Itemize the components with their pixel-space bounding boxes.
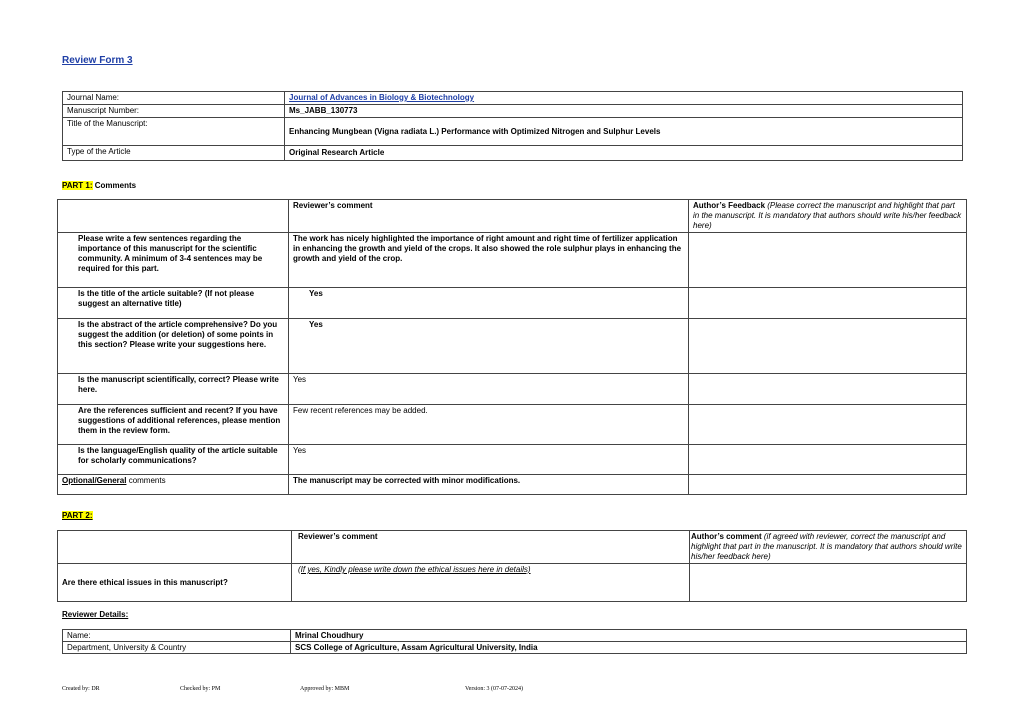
reviewer-details-heading: Reviewer Details: [62, 610, 129, 619]
part2-author-header: Author’s comment (if agreed with reviewer, correct the manuscript and highlight that part in the manuscript. It is mandatory that authors should write his/her feedback here) [690, 531, 967, 564]
part2-reviewer-header: Reviewer’s comment [292, 531, 690, 564]
footer-version: Version: 3 (07-07-2024) [465, 686, 523, 692]
question-language: Is the language/English quality of the article suitable for scholarly communications? [58, 445, 289, 475]
table-row [58, 475, 967, 495]
author-feedback-cell[interactable] [689, 445, 967, 475]
manuscript-number-label: Manuscript Number: [63, 105, 285, 118]
form-title: Review Form 3 [62, 55, 133, 66]
manuscript-number-value: Ms_JABB_130773 [285, 105, 963, 118]
table-row [58, 405, 967, 445]
part1-author-header: Author’s Feedback (Please correct the manuscript and highlight that part in the manuscript. It is mandatory that authors should write his/her feedback here) [689, 200, 967, 233]
part1-comments-table [57, 199, 967, 495]
manuscript-info-table [62, 91, 963, 161]
comment-title: Yes [289, 288, 689, 319]
reviewer-department-value: SCS College of Agriculture, Assam Agricultural University, India [291, 642, 967, 654]
reviewer-department-label: Department, University & Country [63, 642, 291, 654]
part2-ethics-table [57, 530, 967, 602]
table-row [58, 374, 967, 405]
optional-comment: The manuscript may be corrected with minor modifications. [289, 475, 689, 495]
part1-reviewer-header: Reviewer’s comment [289, 200, 689, 233]
author-feedback-cell[interactable] [689, 288, 967, 319]
reviewer-name-label: Name: [63, 630, 291, 642]
article-type-label: Type of the Article [63, 146, 285, 161]
optional-comments-label: Optional/General comments [58, 475, 289, 495]
comment-abstract: Yes [289, 319, 689, 374]
journal-name-link[interactable]: Journal of Advances in Biology & Biotechnology [289, 93, 475, 102]
comment-references: Few recent references may be added. [289, 405, 689, 445]
footer-checked: Checked by: PM [180, 686, 221, 692]
journal-name-label: Journal Name: [63, 92, 285, 105]
author-comment-cell[interactable] [690, 564, 967, 602]
table-row [58, 319, 967, 374]
comment-importance: The work has nicely highlighted the importance of right amount and right time of fertilizer application in enhancing the growth and yield of the crops. It also showed the role sulphur plays in enhancing the growth and yield of the crop. [289, 233, 689, 288]
author-feedback-cell[interactable] [689, 319, 967, 374]
part1-heading: PART 1: Comments [62, 181, 137, 190]
author-feedback-cell[interactable] [689, 233, 967, 288]
reviewer-details-table [62, 629, 967, 654]
table-row [58, 233, 967, 288]
ethical-issues-comment: (If yes, Kindly please write down the ethical issues here in details) [292, 564, 690, 602]
ethical-issues-question: Are there ethical issues in this manuscript? [58, 564, 292, 602]
question-importance: Please write a few sentences regarding the importance of this manuscript for the scientific community. A minimum of 3-4 sentences may be required for this part. [58, 233, 289, 288]
manuscript-title-label: Title of the Manuscript: [63, 118, 285, 146]
author-feedback-cell[interactable] [689, 374, 967, 405]
footer-created: Created by: DR [62, 686, 100, 692]
author-feedback-cell[interactable] [689, 405, 967, 445]
table-row [58, 288, 967, 319]
question-scientific: Is the manuscript scientifically, correct? Please write here. [58, 374, 289, 405]
article-type-value: Original Research Article [285, 146, 963, 161]
author-feedback-cell[interactable] [689, 475, 967, 495]
question-abstract: Is the abstract of the article comprehensive? Do you suggest the addition (or deletion) of some points in this section? Please write your suggestions here. [58, 319, 289, 374]
comment-scientific: Yes [289, 374, 689, 405]
footer-approved: Approved by: MBM [300, 686, 350, 692]
question-references: Are the references sufficient and recent? If you have suggestions of additional references, please mention them in the review form. [58, 405, 289, 445]
manuscript-title-value: Enhancing Mungbean (Vigna radiata L.) Performance with Optimized Nitrogen and Sulphur Levels [285, 118, 963, 146]
table-row [58, 564, 967, 602]
question-title: Is the title of the article suitable? (If not please suggest an alternative title) [58, 288, 289, 319]
comment-language: Yes [289, 445, 689, 475]
part2-heading: PART 2: [62, 511, 93, 520]
reviewer-name-value: Mrinal Choudhury [291, 630, 967, 642]
table-row [58, 445, 967, 475]
